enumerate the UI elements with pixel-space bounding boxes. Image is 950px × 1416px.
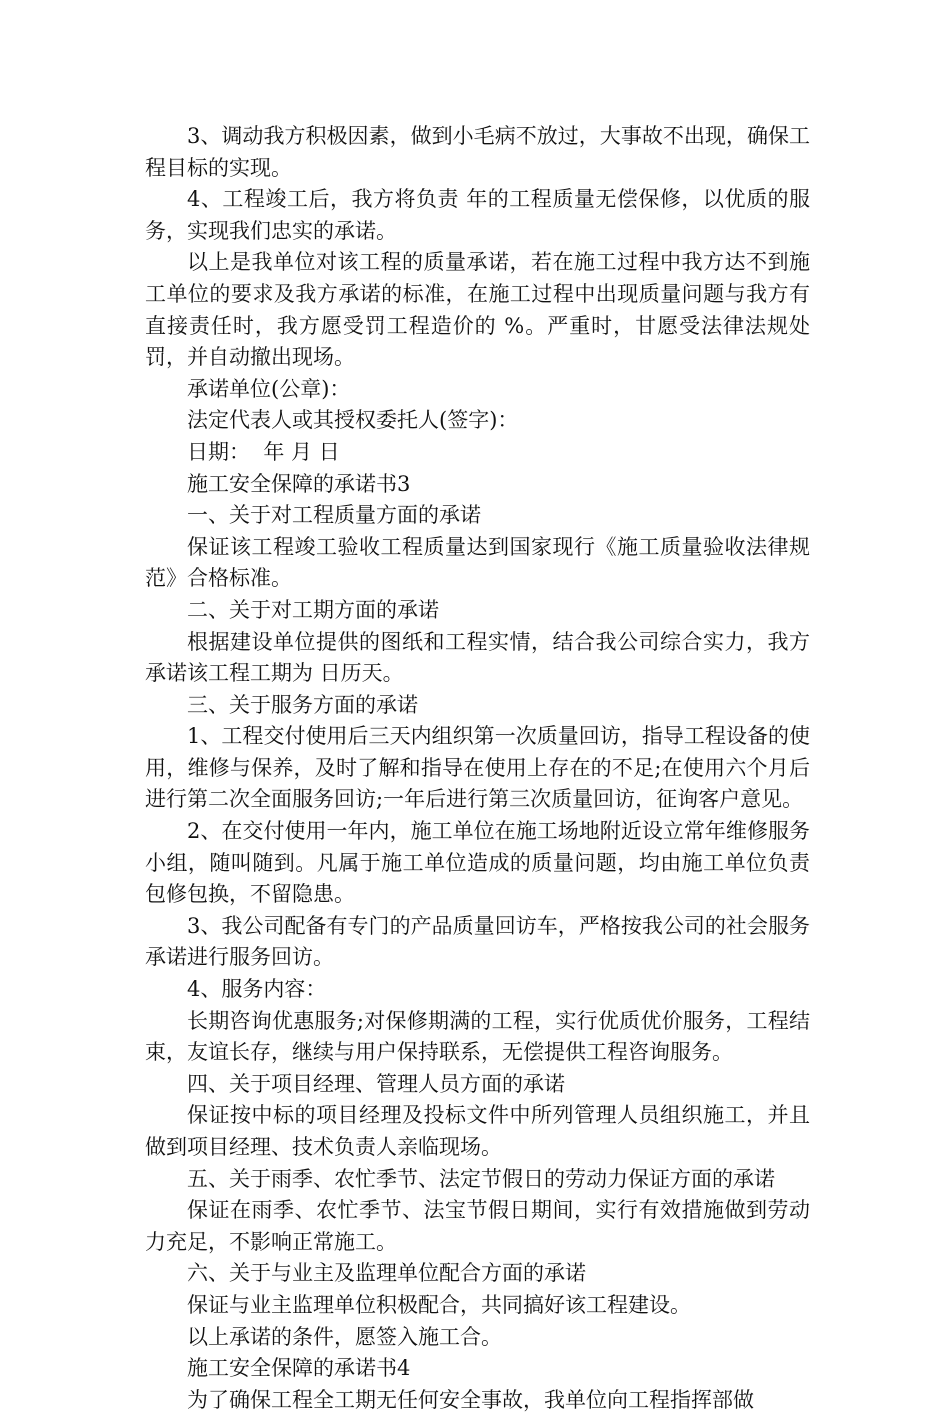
heading-service: 三、关于服务方面的承诺: [187, 692, 418, 717]
section-title-3: 施工安全保障的承诺书3: [187, 471, 411, 496]
paragraph-conditions: 以上承诺的条件，愿签入施工合。: [187, 1324, 502, 1349]
heading-schedule: 二、关于对工期方面的承诺: [187, 597, 439, 622]
paragraph-manager: 保证按中标的项目经理及投标文件中所列管理人员组织施工，并且做到项目经理、技术负责人亲临现场。: [145, 1103, 810, 1159]
paragraph-service-4-title: 4、服务内容：: [187, 977, 327, 1002]
heading-manager: 四、关于项目经理、管理人员方面的承诺: [187, 1071, 565, 1096]
paragraph-schedule: 根据建设单位提供的图纸和工程实情，结合我公司综合实力，我方承诺该工程工期为 日历天。: [145, 629, 810, 686]
paragraph-quality-commitment: 以上是我单位对该工程的质量承诺，若在施工过程中我方达不到施工单位的要求及我方承诺的标准，在施工过程中出现质量问题与我方有直接责任时，我方愿受罚工程造价的 %。严重时，甘愿受法律法规处罚，并自动撤出现场。: [145, 250, 810, 370]
signature-unit-line: 承诺单位(公章)：: [187, 376, 351, 401]
signature-date-line: 日期： 年 月 日: [187, 439, 340, 464]
paragraph-service-2: 2、在交付使用一年内，施工单位在施工场地附近设立常年维修服务小组，随叫随到。凡属于施工单位造成的质量问题，均由施工单位负责包修包换，不留隐患。: [145, 819, 810, 907]
paragraph-item-3: 3、调动我方积极因素，做到小毛病不放过，大事故不出现，确保工程目标的实现。: [145, 124, 810, 180]
heading-labor: 五、关于雨季、农忙季节、法定节假日的劳动力保证方面的承诺: [187, 1166, 775, 1191]
paragraph-labor: 保证在雨季、农忙季节、法宝节假日期间，实行有效措施做到劳动力充足，不影响正常施工。: [145, 1198, 810, 1254]
heading-quality: 一、关于对工程质量方面的承诺: [187, 503, 481, 528]
section-title-4: 施工安全保障的承诺书4: [187, 1356, 411, 1381]
paragraph-safety-intro: 为了确保工程全工期无任何安全事故，我单位向工程指挥部做: [187, 1387, 754, 1412]
paragraph-service-1: 1、工程交付使用后三天内组织第一次质量回访，指导工程设备的使用，维修与保养，及时了解和指导在使用上存在的不足;在使用六个月后进行第二次全面服务回访;一年后进行第三次质量回访，征询客户意见。: [145, 724, 810, 812]
paragraph-service-content: 长期咨询优惠服务;对保修期满的工程，实行优质优价服务，工程结束，友谊长存，继续与用户保持联系，无偿提供工程咨询服务。: [145, 1008, 810, 1065]
paragraph-cooperation: 保证与业主监理单位积极配合，共同搞好该工程建设。: [187, 1292, 691, 1317]
signature-representative-line: 法定代表人或其授权委托人(签字)：: [187, 408, 519, 433]
heading-cooperation: 六、关于与业主及监理单位配合方面的承诺: [187, 1261, 586, 1286]
paragraph-item-4-warranty: 4、工程竣工后，我方将负责 年的工程质量无偿保修，以优质的服务，实现我们忠实的承诺。: [145, 187, 810, 243]
paragraph-service-3: 3、我公司配备有专门的产品质量回访车，严格按我公司的社会服务承诺进行服务回访。: [145, 913, 810, 970]
document-body: [145, 121, 810, 1416]
paragraph-quality: 保证该工程竣工验收工程质量达到国家现行《施工质量验收法律规范》合格标准。: [145, 534, 810, 591]
